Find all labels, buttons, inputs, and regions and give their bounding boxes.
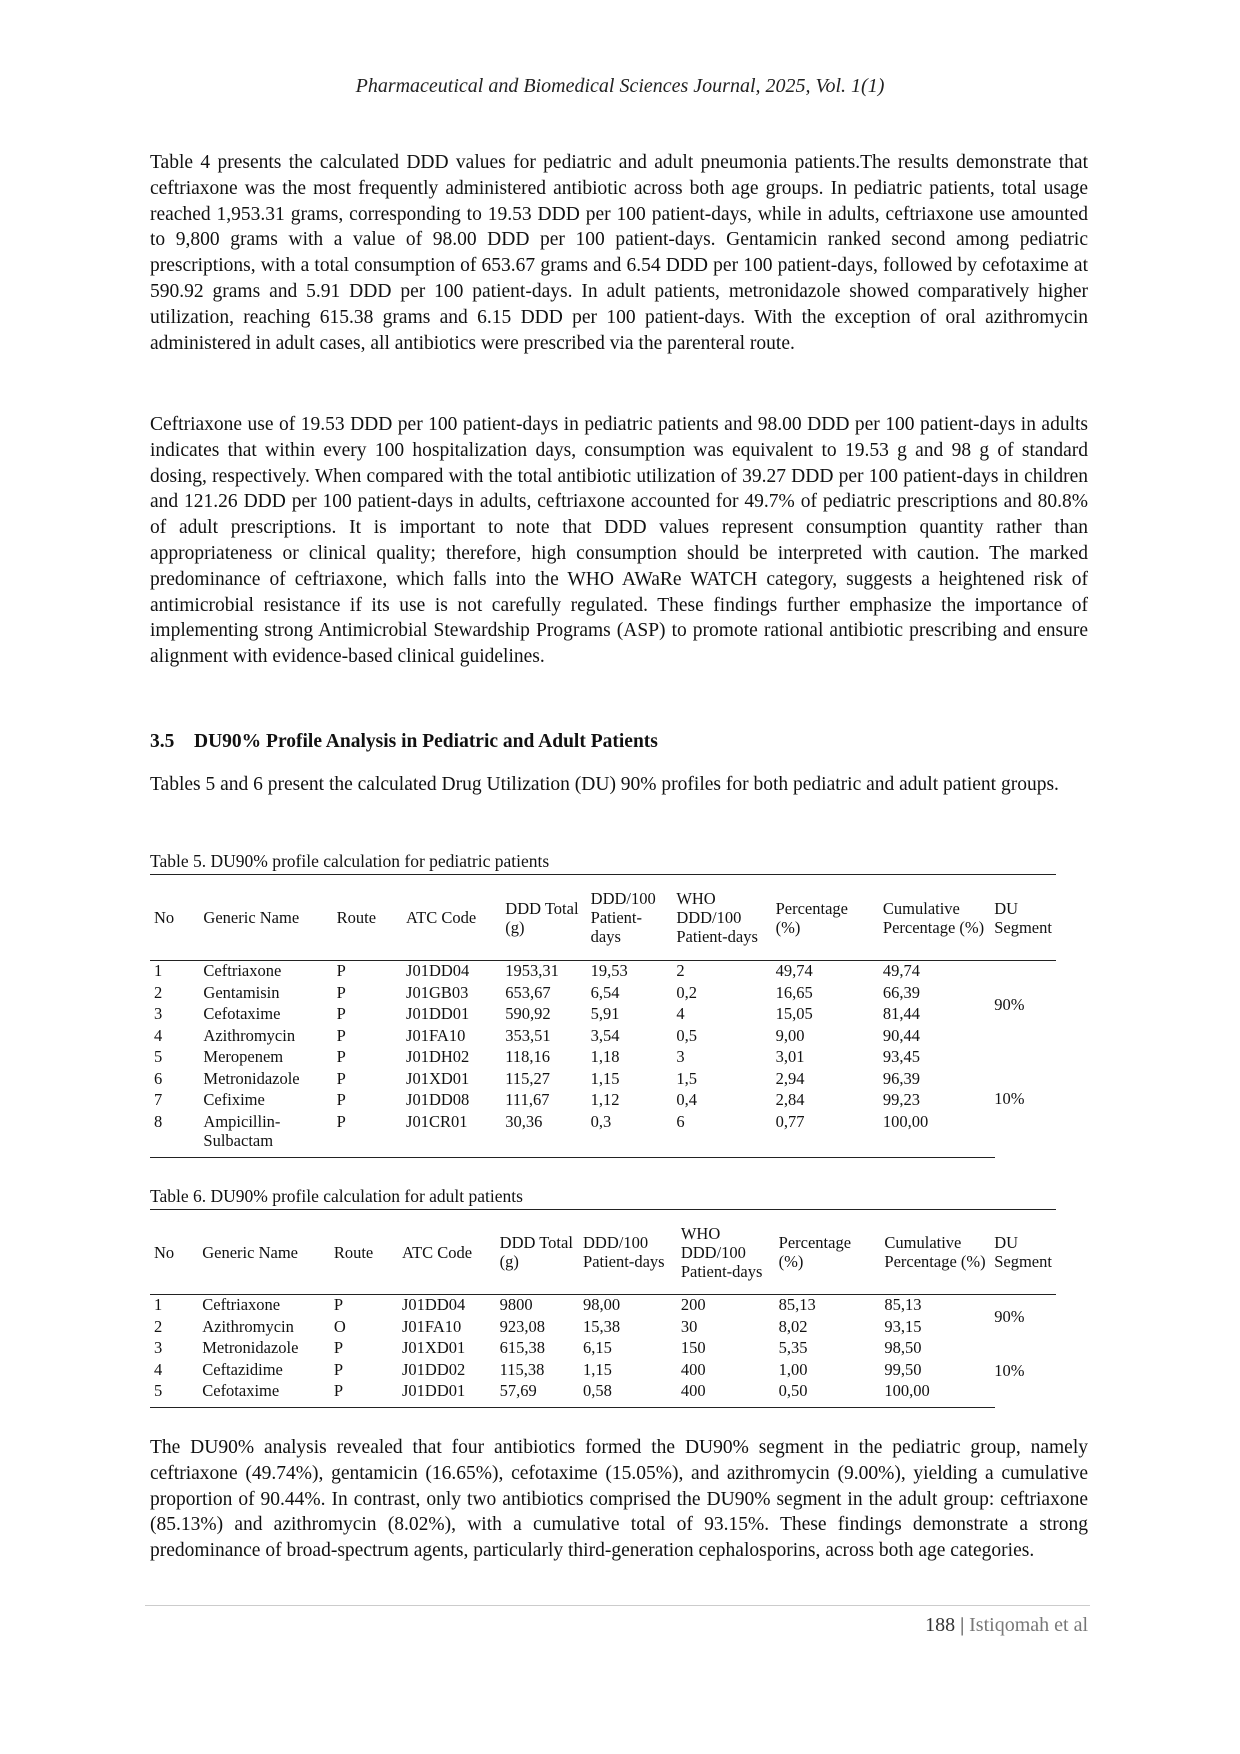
table-cell: 6 — [676, 1111, 685, 1131]
table-cell: J01DH02 — [406, 1047, 470, 1066]
table-cell: J01DD04 — [401, 1295, 466, 1314]
page-number: 188 — [925, 1614, 956, 1636]
table5-bottom-rule — [150, 1157, 995, 1158]
table-cell: 2 — [154, 1316, 163, 1336]
table5-header-6: WHO DDD/100 Patient-days — [676, 889, 758, 946]
table6-header-8: Cumulative Percentage (%) — [884, 1233, 986, 1271]
table-cell: 30,36 — [505, 1111, 543, 1131]
table-cell: 57,69 — [499, 1381, 537, 1400]
table-cell: 590,92 — [505, 1004, 551, 1023]
table-cell: Ampicillin-Sulbactam — [203, 1111, 281, 1150]
table-row — [150, 1317, 1056, 1339]
table-cell: 100,00 — [882, 1111, 929, 1131]
table-cell: J01XD01 — [406, 1068, 470, 1088]
table-cell: Ceftriaxone — [203, 961, 282, 980]
footer-author: Istiqomah et al — [969, 1614, 1088, 1636]
table-cell: J01FA10 — [401, 1316, 462, 1336]
table-cell: 615,38 — [499, 1338, 546, 1357]
table6-header-0: No — [154, 1242, 175, 1262]
table6-header-6: WHO DDD/100 Patient-days — [680, 1223, 763, 1281]
table-cell: 93,45 — [882, 1047, 921, 1066]
table-cell: Ceftriaxone — [202, 1295, 281, 1314]
table-cell: 30 — [680, 1316, 698, 1336]
table-row — [150, 983, 1056, 1005]
footer-divider — [145, 1605, 1090, 1606]
conclusion-paragraph — [150, 1435, 1088, 1564]
table-cell: P — [333, 1338, 343, 1357]
table-cell: Azithromycin — [203, 1025, 296, 1045]
table-cell: P — [336, 1004, 346, 1023]
table-row — [150, 1026, 1056, 1048]
table-cell: P — [336, 1068, 346, 1088]
table-cell: 5 — [154, 1047, 163, 1066]
table-cell: O — [333, 1316, 346, 1336]
table-cell: Metronidazole — [203, 1068, 300, 1088]
table-cell: 8,02 — [778, 1316, 808, 1336]
table-cell: P — [336, 961, 346, 980]
table-cell: Cefotaxime — [202, 1381, 280, 1400]
table5-header-8: Cumulative Percentage (%) — [882, 898, 985, 937]
table-cell: 98,00 — [583, 1295, 621, 1314]
table-cell: 1 — [154, 1295, 163, 1314]
table-cell: 2 — [154, 982, 163, 1002]
running-head: Pharmaceutical and Biomedical Sciences Journal, 2025, Vol. 1(1) — [355, 75, 885, 97]
table-cell: J01DD01 — [406, 1004, 470, 1023]
table-row — [150, 1381, 1056, 1403]
table-cell: J01DD01 — [401, 1381, 466, 1400]
table-cell: 8 — [154, 1111, 163, 1131]
table-cell: J01DD04 — [406, 961, 470, 980]
du-segment-cell: 90% — [994, 994, 1025, 1014]
table6-caption: Table 6. DU90% profile calculation for adult patients — [150, 1186, 523, 1206]
table6-header-1: Generic Name — [202, 1242, 298, 1262]
table-cell: 3,54 — [590, 1025, 620, 1045]
table5-header-9: DU Segment — [994, 898, 1052, 937]
table5-header-3: ATC Code — [406, 908, 477, 927]
table-cell: 96,39 — [882, 1068, 921, 1088]
table-cell: P — [336, 982, 346, 1002]
table5-header-4: DDD Total (g) — [505, 898, 579, 937]
table-cell: 111,67 — [505, 1090, 550, 1109]
table-cell: 49,74 — [775, 961, 813, 980]
table-cell: 653,67 — [505, 982, 551, 1002]
table-cell: 400 — [680, 1359, 706, 1379]
table-cell: 0,4 — [676, 1090, 697, 1109]
footer-separator: | — [960, 1614, 965, 1636]
table-cell: J01GB03 — [406, 982, 469, 1002]
table-cell: 1,18 — [590, 1047, 620, 1066]
table-cell: 81,44 — [882, 1004, 921, 1023]
table-row — [150, 1004, 1056, 1026]
table-cell: J01DD02 — [401, 1359, 466, 1379]
table-row — [150, 1295, 1056, 1317]
table-cell: 2 — [676, 961, 685, 980]
table-cell: 5 — [154, 1381, 163, 1400]
paragraph-text: The DU90% analysis revealed that four antibiotics formed the DU90% segment in the pediatric group, namely ceftriaxone (49.74%), gentamicin (16.65%), cefotaxime (15.05%), and azithromycin (9.00%), yielding a cumulative proportion of 90.44%. In contrast, only two antibiotics comprised the DU90% segment in the adult group: ceftriaxone (85.13%) and azithromycin (8.02%), with a cumulative total of 93.15%. These findings demonstrate a strong predominance of broad-spectrum agents, particularly third-generation cephalosporins, across both age categories. — [150, 1437, 1088, 1562]
paragraph-text: Tables 5 and 6 present the calculated Drug Utilization (DU) 90% profiles for both pediatric and adult patient groups. — [150, 774, 1059, 795]
table-cell: 16,65 — [775, 982, 813, 1002]
table5-header-row — [150, 875, 1056, 961]
table-cell: 115,38 — [499, 1359, 545, 1379]
table-cell: P — [333, 1359, 343, 1379]
table-cell: 98,50 — [884, 1338, 922, 1357]
table-cell: 90,44 — [882, 1025, 921, 1045]
table-cell: 3 — [676, 1047, 685, 1066]
table6-header-3: ATC Code — [401, 1242, 473, 1262]
table-cell: 0,3 — [590, 1111, 612, 1131]
table-cell: Azithromycin — [202, 1316, 294, 1336]
paragraph-1 — [150, 150, 1088, 356]
table-cell: 1,15 — [583, 1359, 612, 1379]
table-cell: 9800 — [499, 1295, 533, 1314]
section-number: 3.5 — [150, 731, 175, 752]
table-cell: P — [336, 1111, 346, 1131]
table6-bottom-rule — [150, 1407, 995, 1408]
table5-header-2: Route — [336, 908, 377, 927]
du-segment-cell: 90% — [994, 1307, 1025, 1326]
section-heading — [150, 731, 658, 753]
table6-header-row — [150, 1210, 1056, 1295]
table-cell: 100,00 — [884, 1381, 930, 1400]
table-cell: J01DD08 — [406, 1090, 470, 1109]
table-cell: 85,13 — [884, 1295, 922, 1314]
table5 — [150, 874, 1056, 1150]
table-cell: 99,50 — [884, 1359, 922, 1379]
table6-header-2: Route — [333, 1242, 374, 1262]
table6-body — [150, 1295, 1056, 1403]
table-cell: 66,39 — [882, 982, 921, 1002]
table-cell: 15,05 — [775, 1004, 813, 1023]
table6 — [150, 1209, 1056, 1403]
page-footer — [925, 1614, 1088, 1637]
paragraph-text: Ceftriaxone use of 19.53 DDD per 100 patient-days in pediatric patients and 98.00 DDD per 100 patient-days in adults indicates that within every 100 hospitalization days, consumption was equivalent to 19.53 g and 98 g of standard dosing, respectively. When compared with the total antibiotic utilization of 39.27 DDD per 100 patient-days in children and 121.26 DDD per 100 patient-days in adults, ceftriaxone accounted for 49.7% of pediatric prescriptions and 80.8% of adult prescriptions. It is important to note that DDD values represent consumption quantity rather than appropriateness or clinical quality; therefore, high consumption should be interpreted with caution. The marked predominance of ceftriaxone, which falls into the WHO AWaRe WATCH category, suggests a heightened risk of antimicrobial resistance if its use is not carefully regulated. These findings further emphasize the importance of implementing strong Antimicrobial Stewardship Programs (ASP) to promote rational antibiotic prescribing and ensure alignment with evidence-based clinical guidelines. — [150, 414, 1088, 668]
table-cell: 0,77 — [775, 1111, 805, 1131]
table-cell: 6,54 — [590, 982, 620, 1002]
table-cell: 4 — [154, 1025, 163, 1045]
table-cell: 15,38 — [583, 1316, 621, 1336]
table-cell: 1,12 — [590, 1090, 620, 1109]
table-cell: 6 — [154, 1068, 163, 1088]
table6-header-7: Percentage (%) — [778, 1233, 852, 1271]
table-cell: 400 — [680, 1381, 706, 1400]
table-cell: 1,15 — [590, 1068, 620, 1088]
table5-header-7: Percentage (%) — [775, 898, 848, 937]
table-cell: 2,94 — [775, 1068, 805, 1088]
table-cell: J01CR01 — [406, 1111, 468, 1131]
table-row — [150, 1360, 1056, 1382]
table5-body — [150, 961, 1056, 1150]
table-cell: 150 — [680, 1338, 706, 1357]
table5-caption: Table 5. DU90% profile calculation for pediatric patients — [150, 851, 550, 871]
section-title: DU90% Profile Analysis in Pediatric and Adult Patients — [194, 731, 658, 752]
table-row — [150, 1338, 1056, 1360]
table-cell: 923,08 — [499, 1316, 546, 1336]
table6-header-4: DDD Total (g) — [499, 1233, 573, 1271]
table-cell: P — [333, 1381, 343, 1400]
table-cell: Metronidazole — [202, 1338, 299, 1357]
du-segment-cell: 10% — [994, 1088, 1025, 1108]
table-cell: 5,35 — [778, 1338, 808, 1357]
table-cell: J01FA10 — [406, 1025, 466, 1045]
table-cell: P — [336, 1025, 346, 1045]
table-cell: 0,58 — [583, 1381, 612, 1400]
table-cell: 115,27 — [505, 1068, 551, 1088]
table-cell: 0,50 — [778, 1381, 808, 1400]
table-cell: 19,53 — [590, 961, 628, 980]
table-cell: 93,15 — [884, 1316, 922, 1336]
table5-header-1: Generic Name — [203, 908, 300, 927]
table-cell: 49,74 — [882, 961, 921, 980]
table-cell: Ceftazidime — [202, 1359, 283, 1379]
table-cell: P — [336, 1090, 346, 1109]
table-cell: 1,5 — [676, 1068, 697, 1088]
table-row — [150, 1090, 1056, 1112]
table-cell: 353,51 — [505, 1025, 551, 1045]
table-cell: 6,15 — [583, 1338, 612, 1357]
table6-header-9: DU Segment — [994, 1233, 1052, 1271]
table-cell: 0,2 — [676, 982, 697, 1002]
intro-paragraph — [150, 772, 1088, 798]
table-cell: 4 — [676, 1004, 685, 1023]
table-cell: 1 — [154, 961, 163, 980]
table-cell: Cefixime — [203, 1090, 265, 1109]
table-cell: Gentamisin — [203, 982, 280, 1002]
table-cell: Meropenem — [203, 1047, 284, 1066]
table-cell: Cefotaxime — [203, 1004, 281, 1023]
table-cell: 1953,31 — [505, 961, 559, 980]
paragraph-text: Table 4 presents the calculated DDD values for pediatric and adult pneumonia patients.The results demonstrate that ceftriaxone was the most frequently administered antibiotic across both age groups. In pediatric patients, total usage reached 1,953.31 grams, corresponding to 19.53 DDD per 100 patient-days, while in adults, ceftriaxone use amounted to 9,800 grams with a value of 98.00 DDD per 100 patient-days. Gentamicin ranked second among pediatric prescriptions, with a total consumption of 653.67 grams and 6.54 DDD per 100 patient-days, followed by cefotaxime at 590.92 grams and 5.91 DDD per 100 patient-days. In adult patients, metronidazole showed comparatively higher utilization, reaching 615.38 grams and 6.15 DDD per 100 patient-days. With the exception of oral azithromycin administered in adult cases, all antibiotics were prescribed via the parenteral route. — [150, 152, 1088, 354]
table-row — [150, 1069, 1056, 1091]
du-segment-cell: 10% — [994, 1360, 1025, 1380]
table5-header-5: DDD/100 Patient-days — [590, 889, 656, 946]
table-cell: 85,13 — [778, 1295, 816, 1314]
table-cell: 99,23 — [882, 1090, 921, 1109]
table-cell: 9,00 — [775, 1025, 805, 1045]
table-cell: 3 — [154, 1338, 163, 1357]
table-cell: P — [336, 1047, 346, 1066]
table-cell: J01XD01 — [401, 1338, 466, 1357]
table-cell: P — [333, 1295, 343, 1314]
table-cell: 7 — [154, 1090, 163, 1109]
table-cell: 1,00 — [778, 1359, 808, 1379]
table-cell: 4 — [154, 1359, 163, 1379]
table5-header-0: No — [154, 908, 175, 927]
table-cell: 3 — [154, 1004, 163, 1023]
table-cell: 5,91 — [590, 1004, 620, 1023]
table-cell: 3,01 — [775, 1047, 805, 1066]
table-cell: 0,5 — [676, 1025, 697, 1045]
table6-header-5: DDD/100 Patient-days — [583, 1233, 665, 1271]
table-cell: 118,16 — [505, 1047, 551, 1066]
table-row — [150, 1047, 1056, 1069]
table-cell: 2,84 — [775, 1090, 805, 1109]
paragraph-2 — [150, 412, 1088, 670]
table-row — [150, 1112, 1056, 1150]
table-row — [150, 961, 1056, 983]
table-cell: 200 — [680, 1295, 706, 1314]
